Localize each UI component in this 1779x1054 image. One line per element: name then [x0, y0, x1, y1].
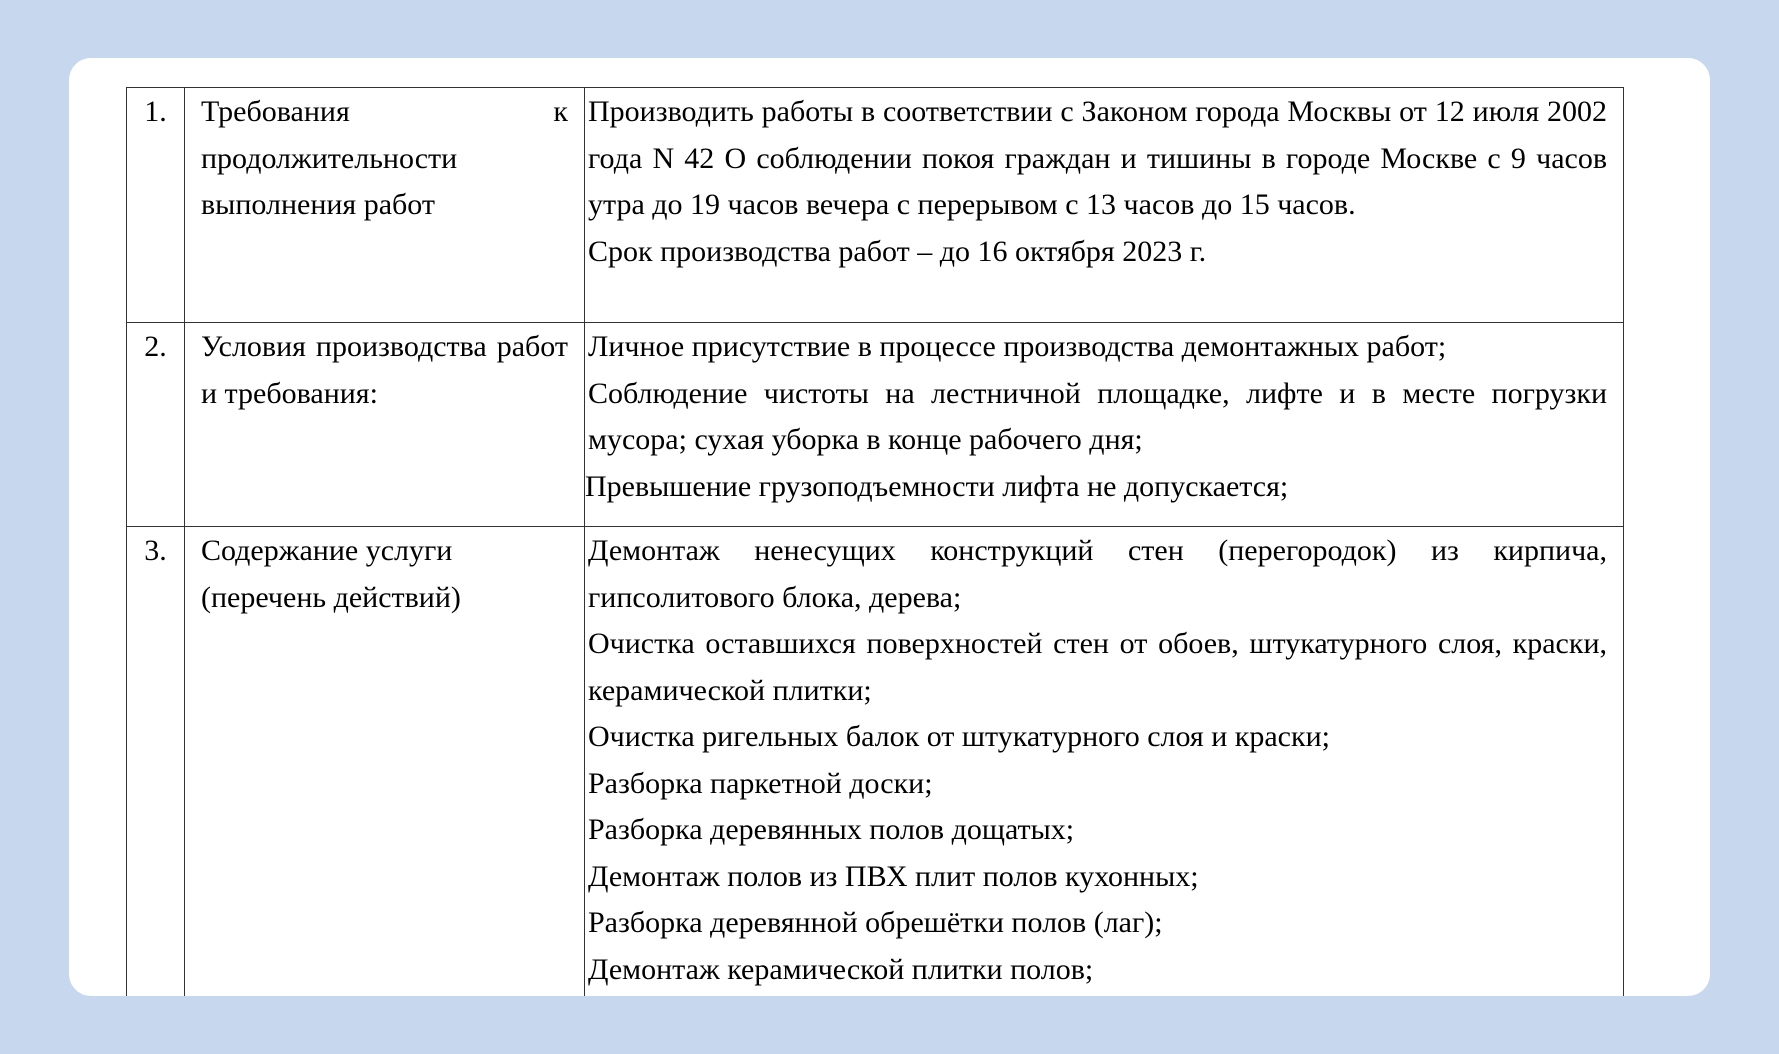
- row-description: [585, 527, 1624, 997]
- row-number: 3.: [127, 527, 185, 997]
- row-description: [585, 323, 1624, 527]
- table-row: [127, 527, 1624, 997]
- description-paragraph: Срок производства работ – до 16 октября 2023 г.: [588, 234, 1207, 268]
- row-title-text: Содержание услуги (перечень действий): [201, 534, 461, 614]
- description-paragraph: Демонтаж полов из ПВХ плит полов кухонных;: [588, 859, 1199, 893]
- description-paragraph: Разборка деревянной обрешётки полов (лаг);: [588, 906, 1163, 939]
- document-card: [69, 58, 1710, 996]
- requirements-table: [126, 87, 1624, 996]
- description-paragraph: Очистка оставшихся поверхностей стен от обоев, штукатурного слоя, краски, керамической плитки;: [588, 627, 1607, 707]
- description-paragraph: Очистка ригельных балок от штукатурного слоя и краски;: [588, 720, 1330, 753]
- row-title-text: Требования к продолжительности выполнения работ: [201, 95, 568, 221]
- description-paragraph: Демонтаж керамической плитки полов;: [588, 952, 1094, 986]
- row-title-text: Условия производства работ и требования:: [201, 330, 568, 410]
- row-title: [185, 88, 585, 323]
- row-number: 2.: [127, 323, 185, 527]
- row-number: 1.: [127, 88, 185, 323]
- description-paragraph: Превышение грузоподъемности лифта не допускается;: [585, 469, 1289, 503]
- description-paragraph: Соблюдение чистоты на лестничной площадке, лифте и в месте погрузки мусора; сухая уборка в конце рабочего дня;: [588, 376, 1607, 456]
- description-paragraph: Личное присутствие в процессе производства демонтажных работ;: [588, 330, 1447, 363]
- description-paragraph: Разборка паркетной доски;: [588, 766, 933, 800]
- row-title: [185, 527, 585, 997]
- row-description: [585, 88, 1624, 323]
- description-paragraph: Производить работы в соответствии с Законом города Москвы от 12 июля 2002 года N 42 О соблюдении покоя граждан и тишины в городе Москве с 9 часов утра до 19 часов вечера с перерывом с 13 часов до 15 часов.: [588, 95, 1607, 221]
- table-row: [127, 88, 1624, 323]
- description-paragraph: Разборка деревянных полов дощатых;: [588, 813, 1075, 846]
- row-title: [185, 323, 585, 527]
- table-row: [127, 323, 1624, 527]
- description-paragraph: Демонтаж ненесущих конструкций стен (перегородок) из кирпича, гипсолитового блока, дерева;: [588, 534, 1607, 614]
